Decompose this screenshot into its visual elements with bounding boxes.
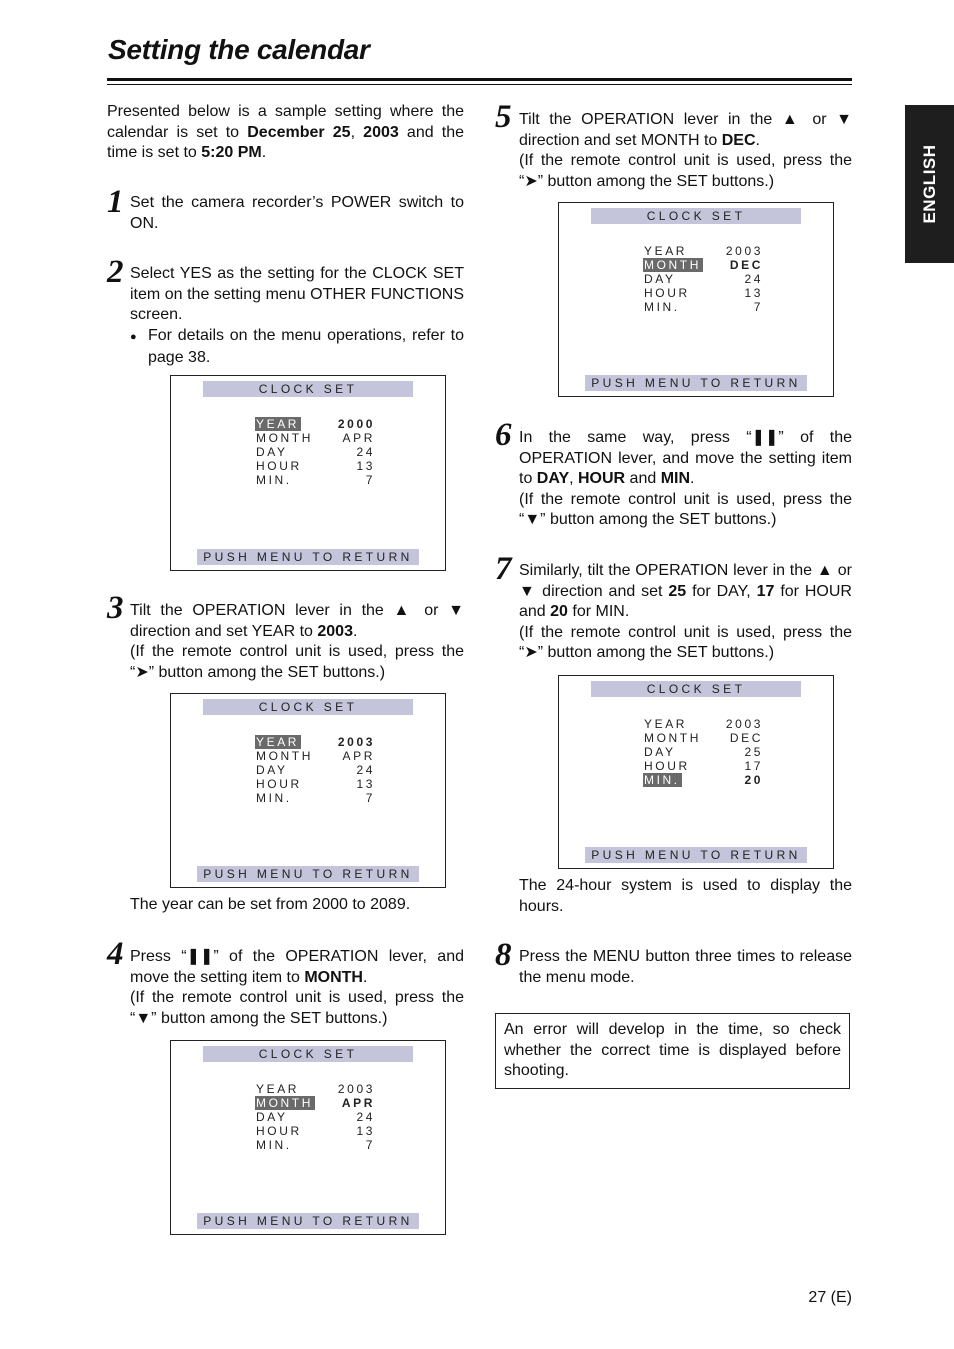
menu-row — [255, 445, 375, 459]
menu-row-value: APR — [342, 431, 375, 445]
menu-row — [255, 431, 375, 445]
intro-text-4: . — [261, 144, 267, 162]
step-5-text-2: . — [755, 131, 760, 149]
menu-row-value: 7 — [365, 1138, 375, 1152]
menu-row-value: 13 — [356, 459, 375, 473]
menu-row-label: DAY — [256, 763, 288, 777]
step-5-remote-note: (If the remote control unit is used, press the “➤” button among the SET buttons.) — [519, 152, 852, 190]
page-title: Setting the calendar — [108, 34, 370, 65]
menu-row-label: DAY — [644, 745, 676, 759]
menu-row-value: APR — [341, 1096, 375, 1110]
screen-rows — [255, 1082, 375, 1152]
menu-row — [255, 749, 375, 763]
step-7-text-4: for MIN. — [567, 603, 630, 621]
step-2-bullet — [130, 326, 464, 368]
step-6-number: 6 — [495, 417, 512, 453]
menu-row — [643, 759, 763, 773]
menu-row-label: MIN. — [644, 300, 680, 314]
menu-row — [255, 1138, 375, 1152]
menu-row — [255, 417, 375, 431]
menu-row — [255, 735, 375, 749]
menu-row-value: DEC — [729, 731, 763, 745]
menu-row — [255, 777, 375, 791]
menu-row — [255, 1124, 375, 1138]
menu-row-value: 2003 — [337, 735, 375, 749]
language-tab — [905, 105, 954, 263]
menu-row — [643, 300, 763, 314]
step-3-note: The year can be set from 2000 to 2089. — [130, 896, 411, 913]
step-4-value: MONTH — [304, 968, 363, 986]
step-4-text-1: Press “❚❚” of the OPERATION lever, and move the setting item to — [130, 948, 464, 986]
menu-row-value: 2000 — [337, 417, 375, 431]
menu-row — [643, 745, 763, 759]
language-tab-label: ENGLISH — [919, 144, 939, 224]
step-3-number: 3 — [107, 590, 124, 626]
step-1-text: Set the camera recorder’s POWER switch to ON. — [130, 194, 464, 232]
menu-row-label: MIN. — [256, 791, 292, 805]
menu-row-label: HOUR — [256, 777, 302, 791]
menu-row-value: 2003 — [725, 244, 763, 258]
menu-row — [643, 258, 763, 272]
step-6-remote-note: (If the remote control unit is used, press the “▼” button among the SET buttons.) — [519, 490, 852, 529]
title-rule-thick — [107, 78, 852, 81]
step-4-remote-note: (If the remote control unit is used, press the “▼” button among the SET buttons.) — [130, 989, 464, 1027]
menu-row — [255, 1110, 375, 1124]
menu-row-value: 20 — [744, 773, 763, 787]
menu-row-label: MIN. — [256, 473, 292, 487]
intro-text-2: , — [350, 123, 364, 141]
menu-row-value: 24 — [744, 272, 763, 286]
title-rule-thin — [107, 84, 852, 85]
menu-row-value: 13 — [744, 286, 763, 300]
menu-row-value: 2003 — [337, 1082, 375, 1096]
menu-row — [255, 1082, 375, 1096]
step-6-text-1: In the same way, press “❚❚” of the OPERATION lever, and move the setting item to — [519, 429, 852, 488]
screen-footer: PUSH MENU TO RETURN — [197, 549, 419, 565]
menu-row — [643, 717, 763, 731]
step-1-number: 1 — [107, 184, 124, 220]
menu-row — [643, 731, 763, 745]
step-7-value-day: 25 — [668, 582, 687, 600]
step-7-value-min: 20 — [550, 603, 568, 621]
intro-time: 5:20 PM — [201, 144, 262, 162]
step-5-number: 5 — [495, 99, 512, 135]
page-number: 27 (E) — [808, 1289, 852, 1306]
step-3-value: 2003 — [317, 622, 353, 640]
menu-row-value: APR — [342, 749, 375, 763]
menu-row-value: 2003 — [725, 717, 763, 731]
intro-text-3: and the time is set to — [107, 123, 465, 162]
menu-row-label: YEAR — [644, 244, 688, 258]
clock-set-screen-2 — [170, 693, 446, 888]
menu-row-label: DAY — [256, 445, 288, 459]
menu-row — [643, 286, 763, 300]
screen-footer: PUSH MENU TO RETURN — [197, 1213, 419, 1229]
step-3-text-2: . — [352, 622, 358, 640]
step-6-text-4: . — [690, 470, 695, 488]
menu-row — [255, 1096, 375, 1110]
menu-row-value: DEC — [729, 258, 763, 272]
menu-row-label: YEAR — [256, 735, 300, 749]
screen-header: CLOCK SET — [203, 699, 413, 715]
step-7-value-hour: 17 — [756, 582, 775, 600]
step-3-text — [130, 601, 464, 683]
menu-row-label: HOUR — [644, 286, 690, 300]
screen-header: CLOCK SET — [591, 681, 801, 697]
screen-rows — [643, 244, 763, 314]
step-2-number: 2 — [107, 254, 124, 290]
intro-text-1: Presented below is a sample setting where the calendar is set to — [107, 103, 464, 141]
intro-date: December 25 — [247, 123, 351, 141]
screen-rows — [255, 735, 375, 805]
menu-row-label: YEAR — [256, 417, 300, 431]
menu-row — [643, 272, 763, 286]
screen-footer: PUSH MENU TO RETURN — [585, 375, 807, 391]
intro-paragraph — [107, 102, 464, 164]
step-4-text-2: . — [362, 968, 368, 986]
step-7-remote-note: (If the remote control unit is used, press the “➤” button among the SET buttons.) — [519, 623, 852, 662]
menu-row-label: MONTH — [256, 749, 313, 763]
menu-row-label: MIN. — [644, 773, 680, 787]
screen-header: CLOCK SET — [591, 208, 801, 224]
screen-footer: PUSH MENU TO RETURN — [197, 866, 419, 882]
step-6-text-2: , — [569, 470, 578, 488]
menu-row-value: 17 — [744, 759, 763, 773]
step-6-value-min: MIN — [660, 470, 691, 488]
menu-row-value: 24 — [356, 445, 375, 459]
menu-row-label: MONTH — [644, 258, 701, 272]
step-7-text-1: Similarly, tilt the OPERATION lever in the ▲ or ▼ direction and set — [519, 562, 852, 600]
step-3-text-1: Tilt the OPERATION lever in the ▲ or ▼ direction and set YEAR to — [130, 602, 464, 640]
menu-row-label: MIN. — [256, 1138, 292, 1152]
menu-row — [255, 763, 375, 777]
step-8-number: 8 — [495, 937, 512, 973]
bullet-icon: ● — [130, 331, 137, 343]
menu-row-label: HOUR — [256, 1124, 302, 1138]
menu-row — [643, 773, 763, 787]
menu-row — [255, 459, 375, 473]
menu-row-value: 24 — [356, 763, 375, 777]
step-2-bullet-text: For details on the menu operations, refer to page 38. — [148, 327, 464, 366]
step-6-text — [519, 428, 852, 531]
step-6-value-hour: HOUR — [578, 470, 626, 488]
step-7-text — [519, 561, 852, 664]
menu-row-value: 24 — [356, 1110, 375, 1124]
step-5-value: DEC — [721, 131, 756, 149]
step-7-text-3: for HOUR and — [519, 582, 852, 621]
menu-row-label: YEAR — [644, 717, 688, 731]
menu-row-label: MONTH — [644, 731, 701, 745]
menu-row-value: 13 — [356, 1124, 375, 1138]
menu-row-label: MONTH — [256, 431, 313, 445]
step-7-note: The 24-hour system is used to display the hours. — [519, 877, 852, 915]
menu-row-label: MONTH — [256, 1096, 313, 1110]
menu-row — [255, 473, 375, 487]
step-8-text: Press the MENU button three times to release the menu mode. — [519, 948, 852, 986]
step-7-text-2: for DAY, — [686, 582, 757, 600]
menu-row-value: 25 — [744, 745, 763, 759]
step-2-text: Select YES as the setting for the CLOCK SET item on the setting menu OTHER FUNCTIONS screen. — [130, 265, 464, 324]
menu-row-label: HOUR — [644, 759, 690, 773]
screen-rows — [643, 717, 763, 787]
step-4-number: 4 — [107, 936, 124, 972]
menu-row-value: 13 — [356, 777, 375, 791]
clock-set-screen-1 — [170, 375, 446, 571]
screen-rows — [255, 417, 375, 487]
intro-year: 2003 — [363, 123, 399, 141]
menu-row-label: DAY — [644, 272, 676, 286]
menu-row — [255, 791, 375, 805]
clock-set-screen-5 — [558, 675, 834, 869]
step-5-text-1: Tilt the OPERATION lever in the ▲ or ▼ direction and set MONTH to — [519, 111, 852, 149]
screen-footer: PUSH MENU TO RETURN — [585, 847, 807, 863]
step-5-text — [519, 110, 852, 192]
menu-row-label: HOUR — [256, 459, 302, 473]
screen-header: CLOCK SET — [203, 1046, 413, 1062]
menu-row-value: 7 — [365, 791, 375, 805]
screen-header: CLOCK SET — [203, 381, 413, 397]
menu-row-label: YEAR — [256, 1082, 300, 1096]
clock-set-screen-4 — [558, 202, 834, 397]
step-3-remote-note: (If the remote control unit is used, press the “➤” button among the SET buttons.) — [130, 643, 464, 681]
step-4-text — [130, 947, 464, 1029]
clock-set-screen-3 — [170, 1040, 446, 1235]
menu-row-value: 7 — [365, 473, 375, 487]
step-7-number: 7 — [495, 551, 512, 587]
step-6-text-3: and — [625, 470, 661, 488]
step-6-value-day: DAY — [536, 470, 570, 488]
menu-row-value: 7 — [753, 300, 763, 314]
menu-row — [643, 244, 763, 258]
caution-box: An error will develop in the time, so check whether the correct time is displayed before shooting. — [495, 1013, 850, 1089]
menu-row-label: DAY — [256, 1110, 288, 1124]
